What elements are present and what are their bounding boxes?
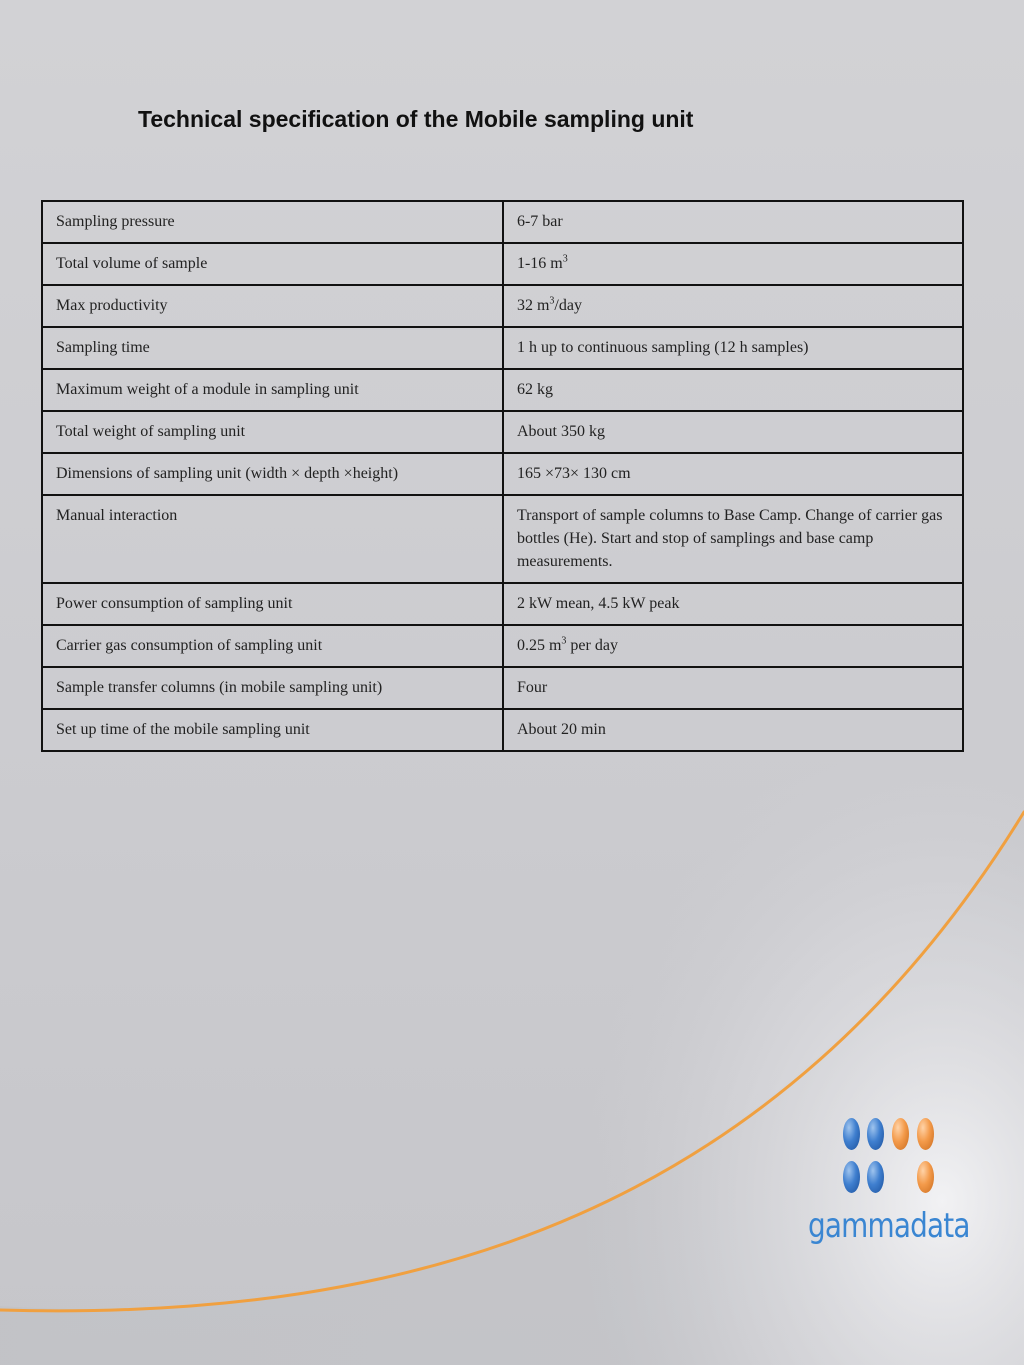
spec-parameter: Max productivity	[42, 285, 503, 327]
spec-table	[41, 200, 964, 752]
spec-value: Transport of sample columns to Base Camp. Change of carrier gas bottles (He). Start and stop of samplings and base camp measurements.	[503, 495, 963, 583]
spec-value-superscript: 3	[562, 253, 568, 265]
spec-parameter: Total weight of sampling unit	[42, 411, 503, 453]
logo-dot-orange	[917, 1118, 934, 1150]
spec-value-suffix: per day	[566, 637, 618, 654]
spec-parameter: Manual interaction	[42, 495, 503, 583]
logo-dot-blue	[843, 1118, 860, 1150]
spec-parameter: Total volume of sample	[42, 243, 503, 285]
table-row	[42, 411, 963, 453]
spec-value: About 350 kg	[503, 411, 963, 453]
spec-value: 165 ×73× 130 cm	[503, 453, 963, 495]
spec-table-body	[42, 201, 963, 751]
spec-parameter: Set up time of the mobile sampling unit	[42, 709, 503, 751]
spec-value-superscript: 3	[561, 635, 567, 647]
logo-dot-blue	[843, 1161, 860, 1193]
spec-value-text: 0.25 m	[516, 637, 562, 654]
spec-value: About 20 min	[503, 709, 963, 751]
spec-parameter: Sample transfer columns (in mobile sampling unit)	[42, 667, 503, 709]
spec-parameter: Sampling pressure	[42, 201, 503, 243]
logo-wordmark: gammadata	[808, 1206, 970, 1246]
logo-dot-orange	[917, 1161, 934, 1193]
logo-dot-orange	[892, 1118, 909, 1150]
table-row	[42, 625, 963, 667]
logo-dot-blue	[867, 1118, 884, 1150]
spec-parameter: Dimensions of sampling unit (width × depth ×height)	[42, 453, 503, 495]
table-row	[42, 285, 963, 327]
spec-parameter: Sampling time	[42, 327, 503, 369]
spec-value	[503, 625, 963, 667]
table-row	[42, 667, 963, 709]
table-row	[42, 369, 963, 411]
table-row	[42, 495, 963, 583]
page-title: Technical specification of the Mobile sampling unit	[138, 106, 694, 132]
spec-value-text: 1-16 m	[516, 255, 563, 272]
table-row	[42, 709, 963, 751]
spec-value-suffix: /day	[554, 297, 582, 314]
spec-value	[503, 285, 963, 327]
logo-dot-blue	[867, 1161, 884, 1193]
table-row	[42, 243, 963, 285]
table-row	[42, 453, 963, 495]
spec-value-text: 32 m	[516, 297, 550, 314]
table-row	[42, 327, 963, 369]
spec-value: 6-7 bar	[503, 201, 963, 243]
table-row	[42, 201, 963, 243]
spec-parameter: Carrier gas consumption of sampling unit	[42, 625, 503, 667]
table-row	[42, 583, 963, 625]
gammadata-logo	[808, 1112, 968, 1272]
spec-value: Four	[503, 667, 963, 709]
spec-value: 2 kW mean, 4.5 kW peak	[503, 583, 963, 625]
spec-value: 1 h up to continuous sampling (12 h samples)	[503, 327, 963, 369]
spec-value: 62 kg	[503, 369, 963, 411]
spec-value	[503, 243, 963, 285]
spec-parameter: Maximum weight of a module in sampling unit	[42, 369, 503, 411]
spec-value-superscript: 3	[549, 295, 555, 307]
spec-parameter: Power consumption of sampling unit	[42, 583, 503, 625]
